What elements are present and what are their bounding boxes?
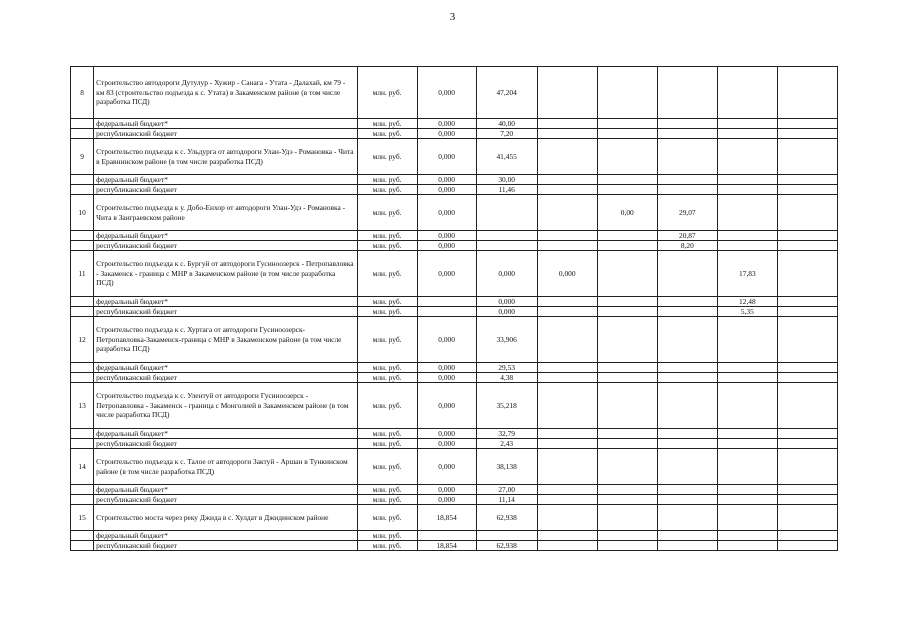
value-cell: 0,000 (417, 67, 476, 119)
value-cell: 0,000 (417, 251, 476, 297)
value-cell: 17,83 (717, 251, 777, 297)
value-cell: 4,38 (476, 373, 537, 383)
unit-cell: млн. руб. (357, 541, 417, 551)
project-name: Строительство подъезда к с. Ульдурга от автодороги Улан-Удэ - Романовка - Чита в Еравнинском районе (в том числе разработка ПСД) (94, 139, 357, 175)
project-name: Строительство подъезда к с. Хуртага от автодороги Гусиноозерск-Петропавловка-Закаменск-граница с МНР в Закаменском районе (в том числе разработка ПСД) (94, 317, 357, 363)
value-cell (657, 119, 717, 129)
value-cell (597, 373, 657, 383)
federal-row (71, 231, 838, 241)
value-cell (537, 541, 597, 551)
value-cell (717, 429, 777, 439)
value-cell: 11,46 (476, 185, 537, 195)
value-cell (537, 429, 597, 439)
table-row (71, 317, 838, 363)
budget-label: федеральный бюджет* (94, 231, 357, 241)
unit-cell: млн. руб. (357, 485, 417, 495)
row-number: 9 (71, 139, 94, 175)
row-number (71, 231, 94, 241)
budget-label: федеральный бюджет* (94, 175, 357, 185)
row-number (71, 185, 94, 195)
value-cell (597, 185, 657, 195)
value-cell (717, 531, 777, 541)
value-cell (717, 139, 777, 175)
budget-label: федеральный бюджет* (94, 363, 357, 373)
value-cell (537, 119, 597, 129)
unit-cell: млн. руб. (357, 119, 417, 129)
unit-cell: млн. руб. (357, 495, 417, 505)
budget-label: республиканский бюджет (94, 439, 357, 449)
value-cell (777, 67, 837, 119)
value-cell: 8,20 (657, 241, 717, 251)
value-cell: 62,938 (476, 505, 537, 531)
budget-label: республиканский бюджет (94, 307, 357, 317)
unit-cell: млн. руб. (357, 67, 417, 119)
value-cell (657, 531, 717, 541)
republic-row (71, 185, 838, 195)
value-cell (597, 175, 657, 185)
value-cell (657, 495, 717, 505)
federal-row (71, 485, 838, 495)
value-cell (476, 195, 537, 231)
value-cell (657, 505, 717, 531)
row-number (71, 241, 94, 251)
value-cell: 0,000 (417, 195, 476, 231)
value-cell: 0,000 (417, 119, 476, 129)
federal-row (71, 119, 838, 129)
value-cell (597, 449, 657, 485)
value-cell: 0,000 (417, 129, 476, 139)
row-number: 15 (71, 505, 94, 531)
republic-row (71, 495, 838, 505)
value-cell: 5,35 (717, 307, 777, 317)
value-cell (537, 531, 597, 541)
budget-label: республиканский бюджет (94, 495, 357, 505)
value-cell: 38,138 (476, 449, 537, 485)
value-cell (597, 139, 657, 175)
unit-cell: млн. руб. (357, 175, 417, 185)
unit-cell: млн. руб. (357, 439, 417, 449)
table-row (71, 251, 838, 297)
value-cell (537, 439, 597, 449)
value-cell (537, 373, 597, 383)
unit-cell: млн. руб. (357, 531, 417, 541)
value-cell (597, 363, 657, 373)
unit-cell: млн. руб. (357, 195, 417, 231)
value-cell (597, 485, 657, 495)
value-cell: 0,000 (537, 251, 597, 297)
value-cell: 30,00 (476, 175, 537, 185)
row-number (71, 429, 94, 439)
value-cell: 0,000 (417, 317, 476, 363)
row-number: 10 (71, 195, 94, 231)
value-cell (717, 195, 777, 231)
value-cell (417, 531, 476, 541)
value-cell (657, 383, 717, 429)
budget-table (70, 66, 838, 551)
value-cell (777, 383, 837, 429)
value-cell: 18,854 (417, 505, 476, 531)
value-cell: 62,938 (476, 541, 537, 551)
value-cell (476, 531, 537, 541)
value-cell (537, 383, 597, 429)
value-cell (476, 241, 537, 251)
value-cell (537, 495, 597, 505)
value-cell: 18,854 (417, 541, 476, 551)
project-name: Строительство подъезда к с. Улентуй от автодороги Гусиноозерск - Петропавловка - Закаменск - граница с Монголией в Закаменском районе (в том числе разработка ПСД) (94, 383, 357, 429)
value-cell: 0,000 (417, 231, 476, 241)
value-cell: 2,43 (476, 439, 537, 449)
value-cell: 0,000 (417, 449, 476, 485)
value-cell (777, 373, 837, 383)
value-cell (777, 317, 837, 363)
row-number: 11 (71, 251, 94, 297)
value-cell (597, 119, 657, 129)
unit-cell: млн. руб. (357, 429, 417, 439)
project-name: Строительство подъезда к с. Талое от автодороги Зактуй - Аршан в Тункинском районе (в том числе разработка ПСД) (94, 449, 357, 485)
value-cell (537, 485, 597, 495)
value-cell (597, 129, 657, 139)
value-cell: 0,000 (417, 383, 476, 429)
row-number: 14 (71, 449, 94, 485)
value-cell (657, 541, 717, 551)
table-row (71, 67, 838, 119)
row-number: 12 (71, 317, 94, 363)
value-cell (717, 383, 777, 429)
republic-row (71, 241, 838, 251)
republic-row (71, 373, 838, 383)
value-cell (657, 449, 717, 485)
value-cell (476, 231, 537, 241)
value-cell: 12,48 (717, 297, 777, 307)
value-cell (777, 185, 837, 195)
value-cell (717, 317, 777, 363)
value-cell (657, 251, 717, 297)
value-cell: 0,000 (417, 241, 476, 251)
value-cell: 11,14 (476, 495, 537, 505)
value-cell (777, 129, 837, 139)
value-cell (597, 251, 657, 297)
federal-row (71, 531, 838, 541)
table-row (71, 383, 838, 429)
value-cell (597, 439, 657, 449)
value-cell: 32,79 (476, 429, 537, 439)
unit-cell: млн. руб. (357, 129, 417, 139)
row-number (71, 307, 94, 317)
value-cell (537, 363, 597, 373)
value-cell (537, 307, 597, 317)
table-row (71, 505, 838, 531)
value-cell (657, 139, 717, 175)
project-name: Строительство моста через реку Джида в с. Хулдат в Джидинском районе (94, 505, 357, 531)
value-cell: 0,000 (417, 439, 476, 449)
value-cell: 0,000 (417, 185, 476, 195)
value-cell (537, 195, 597, 231)
value-cell (657, 307, 717, 317)
value-cell (537, 67, 597, 119)
row-number (71, 439, 94, 449)
value-cell (657, 175, 717, 185)
value-cell: 40,00 (476, 119, 537, 129)
value-cell (717, 119, 777, 129)
row-number (71, 129, 94, 139)
value-cell (417, 307, 476, 317)
value-cell: 0,000 (417, 139, 476, 175)
value-cell: 0,000 (417, 373, 476, 383)
unit-cell: млн. руб. (357, 297, 417, 307)
value-cell: 0,000 (417, 363, 476, 373)
value-cell (597, 541, 657, 551)
value-cell (537, 129, 597, 139)
value-cell: 29,07 (657, 195, 717, 231)
row-number (71, 119, 94, 129)
value-cell (597, 383, 657, 429)
value-cell (657, 67, 717, 119)
federal-row (71, 175, 838, 185)
row-number (71, 485, 94, 495)
budget-label: федеральный бюджет* (94, 429, 357, 439)
value-cell (777, 231, 837, 241)
budget-label: республиканский бюджет (94, 373, 357, 383)
budget-label: федеральный бюджет* (94, 119, 357, 129)
value-cell (717, 449, 777, 485)
project-name: Строительство автодороги Дутулур - Хужир - Санага - Утата - Далахай, км 79 - км 83 (строительство подъезда к с. Утата) в Закаменском районе (в том числе разработка ПСД) (94, 67, 357, 119)
value-cell: 41,455 (476, 139, 537, 175)
value-cell (537, 185, 597, 195)
value-cell (717, 241, 777, 251)
unit-cell: млн. руб. (357, 317, 417, 363)
value-cell (597, 531, 657, 541)
value-cell: 29,53 (476, 363, 537, 373)
unit-cell: млн. руб. (357, 241, 417, 251)
value-cell (717, 505, 777, 531)
row-number (71, 363, 94, 373)
value-cell (717, 439, 777, 449)
value-cell: 0,00 (597, 195, 657, 231)
value-cell: 35,218 (476, 383, 537, 429)
row-number: 8 (71, 67, 94, 119)
value-cell (717, 67, 777, 119)
value-cell (597, 241, 657, 251)
value-cell (777, 241, 837, 251)
value-cell (537, 449, 597, 485)
value-cell (537, 231, 597, 241)
value-cell (537, 297, 597, 307)
value-cell (777, 485, 837, 495)
project-name: Строительство подъезда к с. Бургуй от автодороги Гусиноозерск - Петропавловка - Закаменск - граница с МНР в Закаменском районе (в том числе разработка ПСД) (94, 251, 357, 297)
value-cell: 0,000 (417, 485, 476, 495)
value-cell (657, 129, 717, 139)
table-row (71, 139, 838, 175)
unit-cell: млн. руб. (357, 139, 417, 175)
value-cell (777, 297, 837, 307)
unit-cell: млн. руб. (357, 251, 417, 297)
unit-cell: млн. руб. (357, 449, 417, 485)
value-cell (597, 231, 657, 241)
value-cell (657, 363, 717, 373)
value-cell (657, 429, 717, 439)
federal-row (71, 297, 838, 307)
row-number (71, 531, 94, 541)
value-cell (537, 317, 597, 363)
value-cell (717, 485, 777, 495)
republic-row (71, 307, 838, 317)
value-cell: 0,000 (476, 307, 537, 317)
table-body (71, 67, 838, 551)
budget-label: республиканский бюджет (94, 241, 357, 251)
value-cell (777, 363, 837, 373)
value-cell (597, 67, 657, 119)
value-cell: 47,204 (476, 67, 537, 119)
value-cell: 7,20 (476, 129, 537, 139)
value-cell (537, 175, 597, 185)
row-number: 13 (71, 383, 94, 429)
value-cell (777, 531, 837, 541)
value-cell: 0,000 (417, 429, 476, 439)
row-number (71, 373, 94, 383)
budget-label: республиканский бюджет (94, 541, 357, 551)
value-cell (777, 195, 837, 231)
row-number (71, 541, 94, 551)
unit-cell: млн. руб. (357, 505, 417, 531)
value-cell (597, 429, 657, 439)
value-cell (657, 317, 717, 363)
unit-cell: млн. руб. (357, 185, 417, 195)
value-cell (777, 449, 837, 485)
unit-cell: млн. руб. (357, 373, 417, 383)
value-cell (597, 307, 657, 317)
value-cell (537, 505, 597, 531)
value-cell (777, 119, 837, 129)
value-cell (777, 495, 837, 505)
value-cell (417, 297, 476, 307)
unit-cell: млн. руб. (357, 307, 417, 317)
value-cell (717, 185, 777, 195)
value-cell (777, 175, 837, 185)
value-cell (537, 139, 597, 175)
federal-row (71, 363, 838, 373)
value-cell (597, 495, 657, 505)
value-cell (777, 439, 837, 449)
republic-row (71, 129, 838, 139)
value-cell (657, 185, 717, 195)
value-cell (717, 541, 777, 551)
value-cell (597, 317, 657, 363)
unit-cell: млн. руб. (357, 231, 417, 241)
value-cell: 20,87 (657, 231, 717, 241)
value-cell (717, 363, 777, 373)
value-cell: 0,000 (417, 495, 476, 505)
row-number (71, 297, 94, 307)
value-cell (717, 231, 777, 241)
value-cell: 0,000 (476, 297, 537, 307)
republic-row (71, 541, 838, 551)
table-row (71, 449, 838, 485)
row-number (71, 175, 94, 185)
budget-label: федеральный бюджет* (94, 297, 357, 307)
value-cell: 33,906 (476, 317, 537, 363)
unit-cell: млн. руб. (357, 383, 417, 429)
value-cell: 0,000 (417, 175, 476, 185)
value-cell (777, 429, 837, 439)
value-cell (717, 175, 777, 185)
project-name: Строительство подъезда к у. Добо-Енхор от автодороги Улан-Удэ - Романовка - Чита в Заиграевском районе (94, 195, 357, 231)
budget-label: федеральный бюджет* (94, 531, 357, 541)
value-cell (597, 505, 657, 531)
value-cell (537, 241, 597, 251)
row-number (71, 495, 94, 505)
value-cell: 0,000 (476, 251, 537, 297)
table-row (71, 195, 838, 231)
value-cell (717, 129, 777, 139)
value-cell (657, 485, 717, 495)
value-cell (777, 541, 837, 551)
value-cell (657, 297, 717, 307)
budget-label: федеральный бюджет* (94, 485, 357, 495)
value-cell (717, 373, 777, 383)
value-cell: 27,00 (476, 485, 537, 495)
unit-cell: млн. руб. (357, 363, 417, 373)
value-cell (777, 251, 837, 297)
budget-label: республиканский бюджет (94, 129, 357, 139)
value-cell (777, 307, 837, 317)
value-cell (597, 297, 657, 307)
page-number: 3 (449, 11, 456, 23)
federal-row (71, 429, 838, 439)
value-cell (717, 495, 777, 505)
republic-row (71, 439, 838, 449)
value-cell (657, 439, 717, 449)
budget-label: республиканский бюджет (94, 185, 357, 195)
value-cell (777, 139, 837, 175)
value-cell (777, 505, 837, 531)
value-cell (657, 373, 717, 383)
